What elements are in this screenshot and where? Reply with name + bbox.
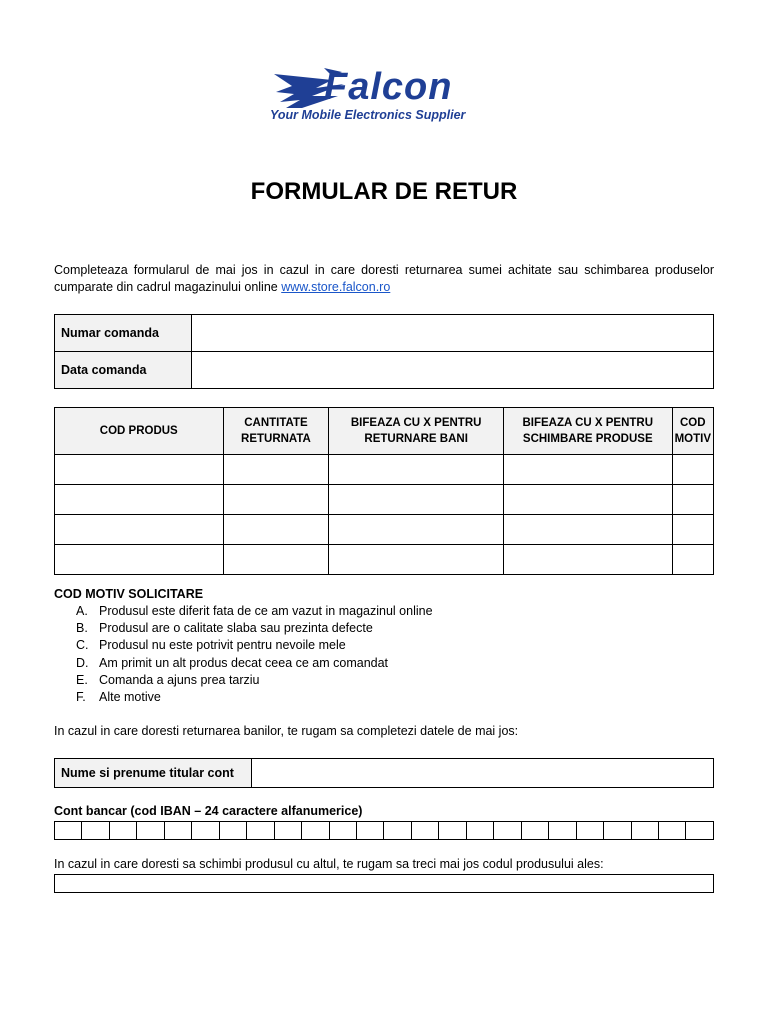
list-item [54, 637, 433, 654]
iban-grid [54, 821, 714, 840]
quantity-cell[interactable] [223, 485, 329, 515]
new-product-code-field[interactable] [54, 874, 714, 893]
reason-letter: A. [76, 604, 88, 618]
header-reason-code: COD MOTIV [672, 408, 713, 455]
product-code-cell[interactable] [55, 545, 224, 575]
account-holder-field[interactable] [252, 759, 714, 788]
iban-char-cell[interactable] [494, 822, 521, 840]
products-table [54, 407, 714, 575]
iban-char-cell[interactable] [439, 822, 466, 840]
product-code-cell[interactable] [55, 455, 224, 485]
quantity-cell[interactable] [223, 515, 329, 545]
iban-char-cell[interactable] [549, 822, 576, 840]
reason-code-cell[interactable] [672, 545, 713, 575]
refund-check-cell[interactable] [329, 485, 504, 515]
iban-char-cell[interactable] [658, 822, 685, 840]
quantity-cell[interactable] [223, 545, 329, 575]
iban-char-cell[interactable] [219, 822, 246, 840]
iban-char-cell[interactable] [55, 822, 82, 840]
iban-char-cell[interactable] [356, 822, 383, 840]
refund-instructions: In cazul in care doresti returnarea banilor, te rugam sa completezi datele de mai jos: [54, 724, 519, 738]
store-link[interactable]: www.store.falcon.ro [281, 280, 391, 294]
iban-char-cell[interactable] [384, 822, 411, 840]
reason-text: Comanda a ajuns prea tarziu [99, 672, 260, 687]
exchange-instructions: In cazul in care doresti sa schimbi produsul cu altul, te rugam sa treci mai jos codul produsului ales: [54, 857, 604, 871]
reason-text: Am primit un alt produs decat ceea ce am comandat [99, 655, 389, 670]
list-item [54, 672, 433, 689]
refund-check-cell[interactable] [329, 545, 504, 575]
list-item [54, 655, 433, 672]
iban-char-cell[interactable] [466, 822, 493, 840]
exchange-check-cell[interactable] [503, 485, 672, 515]
order-number-field[interactable] [192, 315, 714, 352]
order-number-label: Numar comanda [55, 315, 192, 352]
reason-code-cell[interactable] [672, 455, 713, 485]
iban-char-cell[interactable] [411, 822, 438, 840]
exchange-check-cell[interactable] [503, 455, 672, 485]
reason-text: Produsul are o calitate slaba sau prezinta defecte [99, 621, 373, 636]
logo-tagline: Your Mobile Electronics Supplier [270, 108, 466, 122]
list-item [54, 603, 433, 620]
intro-text: Completeaza formularul de mai jos in cazul in care doresti returnarea sumei achitate sau schimbarea produselor cumparate din cadrul magazinului online [54, 263, 714, 294]
logo-brand: Falcon [324, 66, 453, 108]
table-row [55, 515, 714, 545]
account-holder-row [55, 759, 714, 788]
header-product-code: COD PRODUS [55, 408, 224, 455]
intro-paragraph [54, 262, 714, 296]
iban-char-cell[interactable] [604, 822, 631, 840]
reasons-title: COD MOTIV SOLICITARE [54, 587, 204, 601]
iban-char-cell[interactable] [137, 822, 164, 840]
account-holder-label: Nume si prenume titular cont [55, 759, 252, 788]
reason-code-cell[interactable] [672, 515, 713, 545]
reason-text: Alte motive [99, 690, 161, 705]
iban-char-cell[interactable] [521, 822, 548, 840]
order-number-row [55, 315, 714, 352]
falcon-logo [264, 60, 504, 134]
reason-code-cell[interactable] [672, 485, 713, 515]
order-date-field[interactable] [192, 352, 714, 389]
product-code-cell[interactable] [55, 485, 224, 515]
refund-check-cell[interactable] [329, 455, 504, 485]
reason-text: Produsul este diferit fata de ce am vazut in magazinul online [99, 604, 433, 618]
header-exchange-check: BIFEAZA CU X PENTRU SCHIMBARE PRODUSE [503, 408, 672, 455]
list-item [54, 620, 433, 637]
iban-char-cell[interactable] [274, 822, 301, 840]
order-date-label: Data comanda [55, 352, 192, 389]
account-holder-table [54, 758, 714, 788]
page-title: FORMULAR DE RETUR [250, 178, 518, 205]
header-refund-check: BIFEAZA CU X PENTRU RETURNARE BANI [329, 408, 504, 455]
table-row [55, 485, 714, 515]
iban-char-cell[interactable] [576, 822, 603, 840]
reason-letter: E. [76, 672, 88, 687]
reason-letter: C. [76, 638, 89, 653]
iban-char-cell[interactable] [631, 822, 658, 840]
reason-letter: F. [76, 690, 86, 705]
iban-row [55, 822, 714, 840]
order-date-row [55, 352, 714, 389]
exchange-check-cell[interactable] [503, 515, 672, 545]
iban-char-cell[interactable] [82, 822, 109, 840]
iban-char-cell[interactable] [247, 822, 274, 840]
iban-char-cell[interactable] [302, 822, 329, 840]
reason-letter: B. [76, 621, 88, 636]
iban-char-cell[interactable] [109, 822, 136, 840]
reasons-list [54, 603, 433, 706]
iban-char-cell[interactable] [164, 822, 191, 840]
table-row [55, 455, 714, 485]
iban-label: Cont bancar (cod IBAN – 24 caractere alfanumerice) [54, 804, 363, 818]
exchange-check-cell[interactable] [503, 545, 672, 575]
iban-char-cell[interactable] [192, 822, 219, 840]
table-row [55, 545, 714, 575]
iban-char-cell[interactable] [686, 822, 714, 840]
header-quantity: CANTITATE RETURNATA [223, 408, 329, 455]
products-header-row [55, 408, 714, 455]
list-item [54, 689, 433, 706]
iban-char-cell[interactable] [329, 822, 356, 840]
refund-check-cell[interactable] [329, 515, 504, 545]
reason-text: Produsul nu este potrivit pentru nevoile mele [99, 638, 346, 653]
reason-letter: D. [76, 655, 89, 670]
order-table [54, 314, 714, 389]
quantity-cell[interactable] [223, 455, 329, 485]
product-code-cell[interactable] [55, 515, 224, 545]
